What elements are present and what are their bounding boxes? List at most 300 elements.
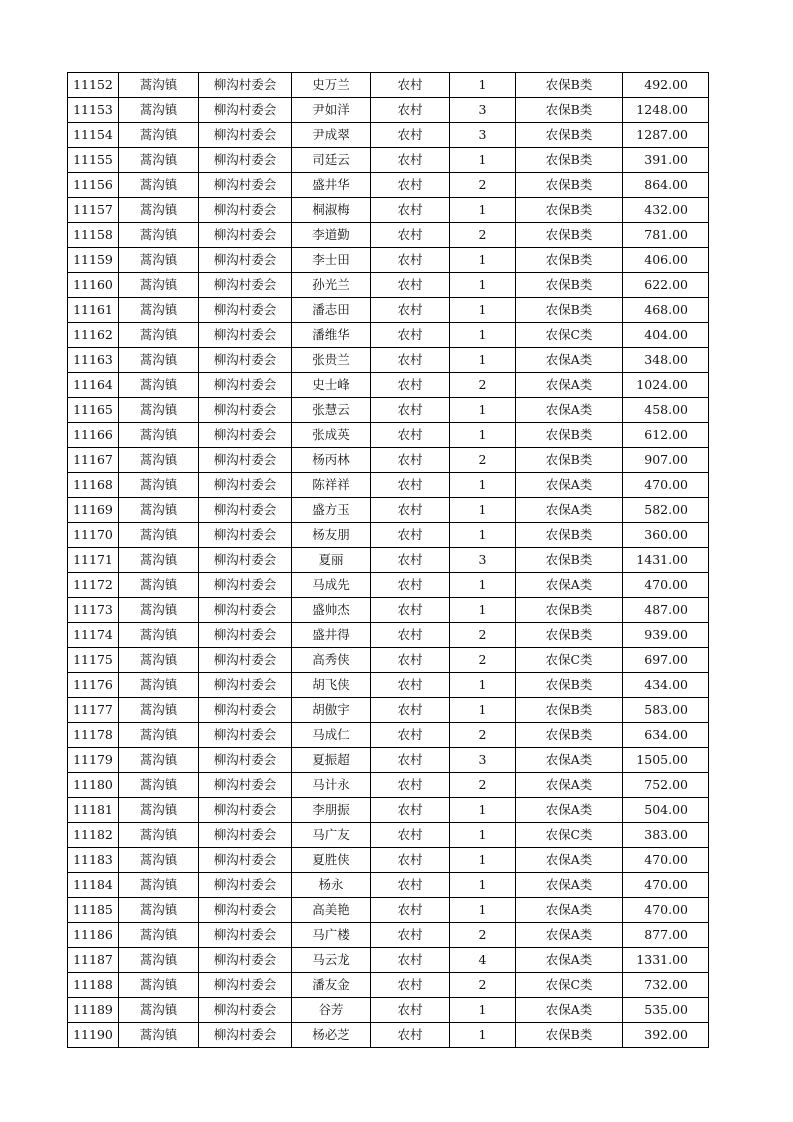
town-cell: 蒿沟镇 <box>119 723 199 748</box>
committee-cell: 柳沟村委会 <box>199 998 292 1023</box>
town-cell: 蒿沟镇 <box>119 523 199 548</box>
person-name-cell: 盛井华 <box>292 173 371 198</box>
person-name-cell: 尹如洋 <box>292 98 371 123</box>
household-count-cell: 1 <box>450 423 516 448</box>
insurance-category-cell: 农保A类 <box>516 873 623 898</box>
household-count-cell: 2 <box>450 773 516 798</box>
person-name-cell: 盛井得 <box>292 623 371 648</box>
area-type-cell: 农村 <box>371 423 450 448</box>
area-type-cell: 农村 <box>371 998 450 1023</box>
person-name-cell: 马计永 <box>292 773 371 798</box>
town-cell: 蒿沟镇 <box>119 873 199 898</box>
table-row <box>68 523 709 548</box>
table-row <box>68 73 709 98</box>
record-id-cell: 11175 <box>68 648 119 673</box>
area-type-cell: 农村 <box>371 348 450 373</box>
record-id-cell: 11158 <box>68 223 119 248</box>
table-row <box>68 1023 709 1048</box>
person-name-cell: 夏胜侠 <box>292 848 371 873</box>
amount-cell: 582.00 <box>623 498 709 523</box>
committee-cell: 柳沟村委会 <box>199 873 292 898</box>
person-name-cell: 张成英 <box>292 423 371 448</box>
area-type-cell: 农村 <box>371 673 450 698</box>
town-cell: 蒿沟镇 <box>119 473 199 498</box>
record-id-cell: 11190 <box>68 1023 119 1048</box>
area-type-cell: 农村 <box>371 973 450 998</box>
insurance-category-cell: 农保A类 <box>516 573 623 598</box>
committee-cell: 柳沟村委会 <box>199 948 292 973</box>
person-name-cell: 杨友朋 <box>292 523 371 548</box>
amount-cell: 612.00 <box>623 423 709 448</box>
town-cell: 蒿沟镇 <box>119 123 199 148</box>
insurance-category-cell: 农保B类 <box>516 723 623 748</box>
household-count-cell: 2 <box>450 648 516 673</box>
town-cell: 蒿沟镇 <box>119 598 199 623</box>
amount-cell: 781.00 <box>623 223 709 248</box>
record-id-cell: 11182 <box>68 823 119 848</box>
town-cell: 蒿沟镇 <box>119 323 199 348</box>
town-cell: 蒿沟镇 <box>119 623 199 648</box>
records-table <box>67 72 709 1048</box>
area-type-cell: 农村 <box>371 798 450 823</box>
table-row <box>68 123 709 148</box>
person-name-cell: 高美艳 <box>292 898 371 923</box>
insurance-category-cell: 农保C类 <box>516 323 623 348</box>
committee-cell: 柳沟村委会 <box>199 648 292 673</box>
person-name-cell: 杨丙林 <box>292 448 371 473</box>
household-count-cell: 2 <box>450 973 516 998</box>
town-cell: 蒿沟镇 <box>119 73 199 98</box>
table-row <box>68 723 709 748</box>
household-count-cell: 2 <box>450 923 516 948</box>
table-row <box>68 473 709 498</box>
household-count-cell: 1 <box>450 998 516 1023</box>
area-type-cell: 农村 <box>371 448 450 473</box>
committee-cell: 柳沟村委会 <box>199 523 292 548</box>
committee-cell: 柳沟村委会 <box>199 848 292 873</box>
record-id-cell: 11171 <box>68 548 119 573</box>
table-row <box>68 773 709 798</box>
insurance-category-cell: 农保B类 <box>516 248 623 273</box>
town-cell: 蒿沟镇 <box>119 973 199 998</box>
amount-cell: 634.00 <box>623 723 709 748</box>
insurance-category-cell: 农保B类 <box>516 673 623 698</box>
area-type-cell: 农村 <box>371 623 450 648</box>
insurance-category-cell: 农保A类 <box>516 848 623 873</box>
amount-cell: 458.00 <box>623 398 709 423</box>
committee-cell: 柳沟村委会 <box>199 548 292 573</box>
committee-cell: 柳沟村委会 <box>199 348 292 373</box>
town-cell: 蒿沟镇 <box>119 848 199 873</box>
insurance-category-cell: 农保B类 <box>516 1023 623 1048</box>
record-id-cell: 11178 <box>68 723 119 748</box>
person-name-cell: 潘维华 <box>292 323 371 348</box>
amount-cell: 470.00 <box>623 873 709 898</box>
insurance-category-cell: 农保B类 <box>516 148 623 173</box>
record-id-cell: 11176 <box>68 673 119 698</box>
town-cell: 蒿沟镇 <box>119 573 199 598</box>
person-name-cell: 胡傲宇 <box>292 698 371 723</box>
amount-cell: 864.00 <box>623 173 709 198</box>
person-name-cell: 尹成翠 <box>292 123 371 148</box>
insurance-category-cell: 农保A类 <box>516 898 623 923</box>
person-name-cell: 陈祥祥 <box>292 473 371 498</box>
area-type-cell: 农村 <box>371 123 450 148</box>
committee-cell: 柳沟村委会 <box>199 973 292 998</box>
table-row <box>68 498 709 523</box>
amount-cell: 1248.00 <box>623 98 709 123</box>
amount-cell: 535.00 <box>623 998 709 1023</box>
amount-cell: 1287.00 <box>623 123 709 148</box>
table-row <box>68 323 709 348</box>
amount-cell: 404.00 <box>623 323 709 348</box>
household-count-cell: 2 <box>450 623 516 648</box>
insurance-category-cell: 农保A类 <box>516 923 623 948</box>
household-count-cell: 1 <box>450 698 516 723</box>
person-name-cell: 夏振超 <box>292 748 371 773</box>
area-type-cell: 农村 <box>371 898 450 923</box>
area-type-cell: 农村 <box>371 198 450 223</box>
household-count-cell: 1 <box>450 673 516 698</box>
town-cell: 蒿沟镇 <box>119 98 199 123</box>
town-cell: 蒿沟镇 <box>119 273 199 298</box>
committee-cell: 柳沟村委会 <box>199 623 292 648</box>
area-type-cell: 农村 <box>371 323 450 348</box>
town-cell: 蒿沟镇 <box>119 198 199 223</box>
town-cell: 蒿沟镇 <box>119 823 199 848</box>
committee-cell: 柳沟村委会 <box>199 198 292 223</box>
table-row <box>68 298 709 323</box>
area-type-cell: 农村 <box>371 823 450 848</box>
area-type-cell: 农村 <box>371 223 450 248</box>
committee-cell: 柳沟村委会 <box>199 323 292 348</box>
amount-cell: 470.00 <box>623 898 709 923</box>
committee-cell: 柳沟村委会 <box>199 73 292 98</box>
town-cell: 蒿沟镇 <box>119 423 199 448</box>
person-name-cell: 潘志田 <box>292 298 371 323</box>
insurance-category-cell: 农保B类 <box>516 423 623 448</box>
area-type-cell: 农村 <box>371 648 450 673</box>
household-count-cell: 1 <box>450 473 516 498</box>
area-type-cell: 农村 <box>371 723 450 748</box>
table-row <box>68 973 709 998</box>
area-type-cell: 农村 <box>371 1023 450 1048</box>
amount-cell: 391.00 <box>623 148 709 173</box>
household-count-cell: 1 <box>450 598 516 623</box>
amount-cell: 1431.00 <box>623 548 709 573</box>
amount-cell: 504.00 <box>623 798 709 823</box>
person-name-cell: 马成仁 <box>292 723 371 748</box>
committee-cell: 柳沟村委会 <box>199 98 292 123</box>
committee-cell: 柳沟村委会 <box>199 598 292 623</box>
record-id-cell: 11177 <box>68 698 119 723</box>
committee-cell: 柳沟村委会 <box>199 798 292 823</box>
person-name-cell: 盛方玉 <box>292 498 371 523</box>
insurance-category-cell: 农保A类 <box>516 373 623 398</box>
town-cell: 蒿沟镇 <box>119 498 199 523</box>
record-id-cell: 11174 <box>68 623 119 648</box>
table-row <box>68 848 709 873</box>
household-count-cell: 3 <box>450 123 516 148</box>
committee-cell: 柳沟村委会 <box>199 698 292 723</box>
town-cell: 蒿沟镇 <box>119 798 199 823</box>
insurance-category-cell: 农保C类 <box>516 823 623 848</box>
area-type-cell: 农村 <box>371 923 450 948</box>
committee-cell: 柳沟村委会 <box>199 923 292 948</box>
area-type-cell: 农村 <box>371 748 450 773</box>
committee-cell: 柳沟村委会 <box>199 273 292 298</box>
table-row <box>68 198 709 223</box>
area-type-cell: 农村 <box>371 298 450 323</box>
insurance-category-cell: 农保B类 <box>516 73 623 98</box>
town-cell: 蒿沟镇 <box>119 648 199 673</box>
table-row <box>68 923 709 948</box>
town-cell: 蒿沟镇 <box>119 1023 199 1048</box>
record-id-cell: 11160 <box>68 273 119 298</box>
table-row <box>68 273 709 298</box>
committee-cell: 柳沟村委会 <box>199 498 292 523</box>
record-id-cell: 11179 <box>68 748 119 773</box>
household-count-cell: 2 <box>450 173 516 198</box>
area-type-cell: 农村 <box>371 373 450 398</box>
household-count-cell: 3 <box>450 98 516 123</box>
person-name-cell: 马广楼 <box>292 923 371 948</box>
person-name-cell: 张慧云 <box>292 398 371 423</box>
record-id-cell: 11154 <box>68 123 119 148</box>
person-name-cell: 夏丽 <box>292 548 371 573</box>
household-count-cell: 2 <box>450 723 516 748</box>
table-row <box>68 423 709 448</box>
household-count-cell: 1 <box>450 523 516 548</box>
record-id-cell: 11162 <box>68 323 119 348</box>
person-name-cell: 张贵兰 <box>292 348 371 373</box>
insurance-category-cell: 农保C类 <box>516 973 623 998</box>
committee-cell: 柳沟村委会 <box>199 673 292 698</box>
table-row <box>68 798 709 823</box>
table-body <box>68 73 709 1048</box>
committee-cell: 柳沟村委会 <box>199 823 292 848</box>
amount-cell: 392.00 <box>623 1023 709 1048</box>
record-id-cell: 11169 <box>68 498 119 523</box>
insurance-category-cell: 农保B类 <box>516 623 623 648</box>
committee-cell: 柳沟村委会 <box>199 173 292 198</box>
committee-cell: 柳沟村委会 <box>199 398 292 423</box>
area-type-cell: 农村 <box>371 473 450 498</box>
town-cell: 蒿沟镇 <box>119 448 199 473</box>
insurance-category-cell: 农保B类 <box>516 298 623 323</box>
household-count-cell: 1 <box>450 798 516 823</box>
committee-cell: 柳沟村委会 <box>199 423 292 448</box>
town-cell: 蒿沟镇 <box>119 948 199 973</box>
area-type-cell: 农村 <box>371 873 450 898</box>
record-id-cell: 11183 <box>68 848 119 873</box>
area-type-cell: 农村 <box>371 773 450 798</box>
area-type-cell: 农村 <box>371 548 450 573</box>
record-id-cell: 11155 <box>68 148 119 173</box>
record-id-cell: 11189 <box>68 998 119 1023</box>
amount-cell: 1505.00 <box>623 748 709 773</box>
town-cell: 蒿沟镇 <box>119 248 199 273</box>
record-id-cell: 11185 <box>68 898 119 923</box>
insurance-category-cell: 农保B类 <box>516 223 623 248</box>
committee-cell: 柳沟村委会 <box>199 1023 292 1048</box>
record-id-cell: 11156 <box>68 173 119 198</box>
table-row <box>68 248 709 273</box>
amount-cell: 470.00 <box>623 848 709 873</box>
area-type-cell: 农村 <box>371 73 450 98</box>
committee-cell: 柳沟村委会 <box>199 573 292 598</box>
committee-cell: 柳沟村委会 <box>199 123 292 148</box>
household-count-cell: 3 <box>450 748 516 773</box>
person-name-cell: 李道勤 <box>292 223 371 248</box>
committee-cell: 柳沟村委会 <box>199 473 292 498</box>
record-id-cell: 11181 <box>68 798 119 823</box>
insurance-category-cell: 农保B类 <box>516 698 623 723</box>
table-row <box>68 873 709 898</box>
person-name-cell: 盛帅杰 <box>292 598 371 623</box>
table-row <box>68 648 709 673</box>
town-cell: 蒿沟镇 <box>119 148 199 173</box>
record-id-cell: 11186 <box>68 923 119 948</box>
record-id-cell: 11153 <box>68 98 119 123</box>
committee-cell: 柳沟村委会 <box>199 748 292 773</box>
area-type-cell: 农村 <box>371 398 450 423</box>
area-type-cell: 农村 <box>371 523 450 548</box>
household-count-cell: 1 <box>450 248 516 273</box>
table-row <box>68 573 709 598</box>
insurance-category-cell: 农保B类 <box>516 123 623 148</box>
insurance-category-cell: 农保B类 <box>516 98 623 123</box>
town-cell: 蒿沟镇 <box>119 548 199 573</box>
record-id-cell: 11166 <box>68 423 119 448</box>
amount-cell: 468.00 <box>623 298 709 323</box>
person-name-cell: 胡飞侠 <box>292 673 371 698</box>
record-id-cell: 11168 <box>68 473 119 498</box>
area-type-cell: 农村 <box>371 273 450 298</box>
committee-cell: 柳沟村委会 <box>199 448 292 473</box>
household-count-cell: 1 <box>450 73 516 98</box>
amount-cell: 406.00 <box>623 248 709 273</box>
household-count-cell: 1 <box>450 298 516 323</box>
amount-cell: 470.00 <box>623 573 709 598</box>
amount-cell: 732.00 <box>623 973 709 998</box>
table-row <box>68 548 709 573</box>
insurance-category-cell: 农保A类 <box>516 798 623 823</box>
person-name-cell: 李朋振 <box>292 798 371 823</box>
town-cell: 蒿沟镇 <box>119 773 199 798</box>
amount-cell: 383.00 <box>623 823 709 848</box>
household-count-cell: 1 <box>450 1023 516 1048</box>
household-count-cell: 1 <box>450 873 516 898</box>
area-type-cell: 农村 <box>371 248 450 273</box>
record-id-cell: 11184 <box>68 873 119 898</box>
committee-cell: 柳沟村委会 <box>199 148 292 173</box>
household-count-cell: 1 <box>450 273 516 298</box>
town-cell: 蒿沟镇 <box>119 923 199 948</box>
household-count-cell: 1 <box>450 323 516 348</box>
record-id-cell: 11152 <box>68 73 119 98</box>
table-row <box>68 948 709 973</box>
town-cell: 蒿沟镇 <box>119 298 199 323</box>
record-id-cell: 11172 <box>68 573 119 598</box>
household-count-cell: 1 <box>450 898 516 923</box>
insurance-category-cell: 农保B类 <box>516 548 623 573</box>
household-count-cell: 2 <box>450 373 516 398</box>
insurance-category-cell: 农保A类 <box>516 498 623 523</box>
table-row <box>68 598 709 623</box>
record-id-cell: 11164 <box>68 373 119 398</box>
table-row <box>68 898 709 923</box>
insurance-category-cell: 农保B类 <box>516 448 623 473</box>
committee-cell: 柳沟村委会 <box>199 248 292 273</box>
table-row <box>68 698 709 723</box>
record-id-cell: 11163 <box>68 348 119 373</box>
insurance-category-cell: 农保A类 <box>516 398 623 423</box>
household-count-cell: 1 <box>450 198 516 223</box>
amount-cell: 1024.00 <box>623 373 709 398</box>
town-cell: 蒿沟镇 <box>119 223 199 248</box>
amount-cell: 487.00 <box>623 598 709 623</box>
person-name-cell: 马成先 <box>292 573 371 598</box>
record-id-cell: 11161 <box>68 298 119 323</box>
household-count-cell: 1 <box>450 148 516 173</box>
record-id-cell: 11187 <box>68 948 119 973</box>
table-row <box>68 448 709 473</box>
household-count-cell: 2 <box>450 448 516 473</box>
table-row <box>68 348 709 373</box>
table-row <box>68 223 709 248</box>
person-name-cell: 孙光兰 <box>292 273 371 298</box>
insurance-category-cell: 农保B类 <box>516 273 623 298</box>
insurance-category-cell: 农保B类 <box>516 598 623 623</box>
area-type-cell: 农村 <box>371 498 450 523</box>
town-cell: 蒿沟镇 <box>119 373 199 398</box>
town-cell: 蒿沟镇 <box>119 673 199 698</box>
town-cell: 蒿沟镇 <box>119 398 199 423</box>
person-name-cell: 杨永 <box>292 873 371 898</box>
area-type-cell: 农村 <box>371 98 450 123</box>
amount-cell: 907.00 <box>623 448 709 473</box>
person-name-cell: 高秀侠 <box>292 648 371 673</box>
insurance-category-cell: 农保A类 <box>516 998 623 1023</box>
person-name-cell: 马广友 <box>292 823 371 848</box>
amount-cell: 1331.00 <box>623 948 709 973</box>
area-type-cell: 农村 <box>371 573 450 598</box>
table-row <box>68 623 709 648</box>
committee-cell: 柳沟村委会 <box>199 898 292 923</box>
amount-cell: 348.00 <box>623 348 709 373</box>
person-name-cell: 杨必芝 <box>292 1023 371 1048</box>
area-type-cell: 农村 <box>371 948 450 973</box>
area-type-cell: 农村 <box>371 148 450 173</box>
person-name-cell: 桐淑梅 <box>292 198 371 223</box>
town-cell: 蒿沟镇 <box>119 898 199 923</box>
amount-cell: 470.00 <box>623 473 709 498</box>
amount-cell: 939.00 <box>623 623 709 648</box>
table-row <box>68 98 709 123</box>
insurance-category-cell: 农保B类 <box>516 173 623 198</box>
table-row <box>68 748 709 773</box>
person-name-cell: 潘友金 <box>292 973 371 998</box>
insurance-category-cell: 农保B类 <box>516 523 623 548</box>
household-count-cell: 1 <box>450 848 516 873</box>
household-count-cell: 1 <box>450 823 516 848</box>
household-count-cell: 3 <box>450 548 516 573</box>
insurance-category-cell: 农保A类 <box>516 348 623 373</box>
amount-cell: 583.00 <box>623 698 709 723</box>
record-id-cell: 11159 <box>68 248 119 273</box>
amount-cell: 360.00 <box>623 523 709 548</box>
